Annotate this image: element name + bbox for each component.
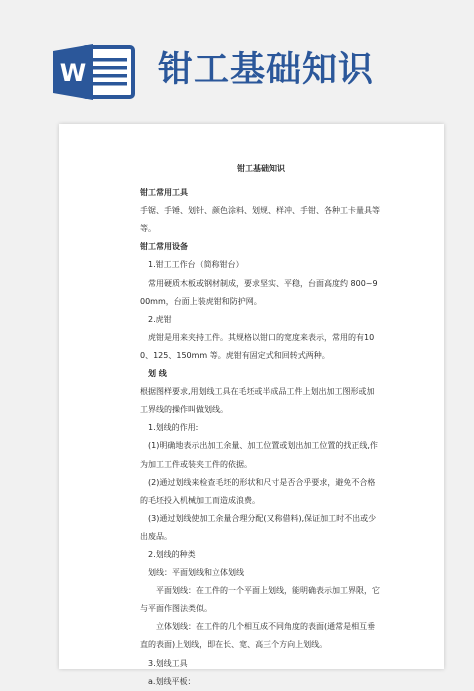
paragraph: 平面划线：在工件的一个平面上划线，能明确表示加工界限，它与平面作图法类似。 bbox=[140, 586, 380, 614]
svg-text:W: W bbox=[59, 59, 87, 87]
document-title: 钳工基础知识 bbox=[237, 164, 285, 173]
paragraph: (3)通过划线使加工余量合理分配(又称借料),保证加工时不出或少出废品。 bbox=[140, 513, 377, 541]
paragraph: 常用硬质木板或钢材制成，要求坚实、平稳，台面高度约 800~900mm，台面上装虎钳和防护网。 bbox=[140, 278, 378, 306]
paragraph: 2.虎钳 bbox=[148, 314, 172, 324]
section-heading: 划 线 bbox=[148, 369, 167, 379]
page-header bbox=[0, 0, 474, 118]
paragraph: 划线：平面划线和立体划线 bbox=[148, 568, 244, 578]
paragraph: 立体划线：在工件的几个相互成不同角度的表面(通常是相互垂直的表面)上划线，即在长、宽、高三个方向上划线。 bbox=[140, 622, 376, 650]
word-icon bbox=[53, 44, 135, 100]
paragraph: 1.钳工工作台（简称钳台） bbox=[148, 260, 244, 270]
paragraph: 虎钳是用来夹持工件。其规格以钳口的宽度来表示，常用的有100、125、150mm 等。虎钳有固定式和回转式两种。 bbox=[140, 332, 375, 360]
paragraph: (1)明确地表示出加工余量、加工位置或划出加工位置的找正线,作为加工工件或装夹工件的依据。 bbox=[140, 441, 378, 469]
document-heading: 钳工基础知识 bbox=[158, 50, 375, 90]
section-heading: 钳工常用设备 bbox=[140, 242, 188, 252]
paragraph: 手锯、手锤、划针、颜色涂料、划规、样冲、手钳、各种工卡量具等等。 bbox=[140, 206, 380, 234]
paragraph: a.划线平板： bbox=[148, 676, 196, 686]
paragraph: 1.划线的作用: bbox=[148, 423, 199, 433]
paragraph: 根据图样要求,用划线工具在毛坯或半成品工件上划出加工图形或加工界线的操作叫做划线。 bbox=[140, 387, 375, 415]
section-heading: 钳工常用工具 bbox=[140, 188, 188, 198]
paragraph: 2.划线的种类 bbox=[148, 549, 196, 559]
document-body bbox=[140, 160, 382, 691]
paragraph: 3.划线工具 bbox=[148, 658, 188, 668]
paragraph: (2)通过划线来检查毛坯的形状和尺寸是否合乎要求，避免不合格的毛坯投入机械加工而造成浪费。 bbox=[140, 477, 376, 505]
